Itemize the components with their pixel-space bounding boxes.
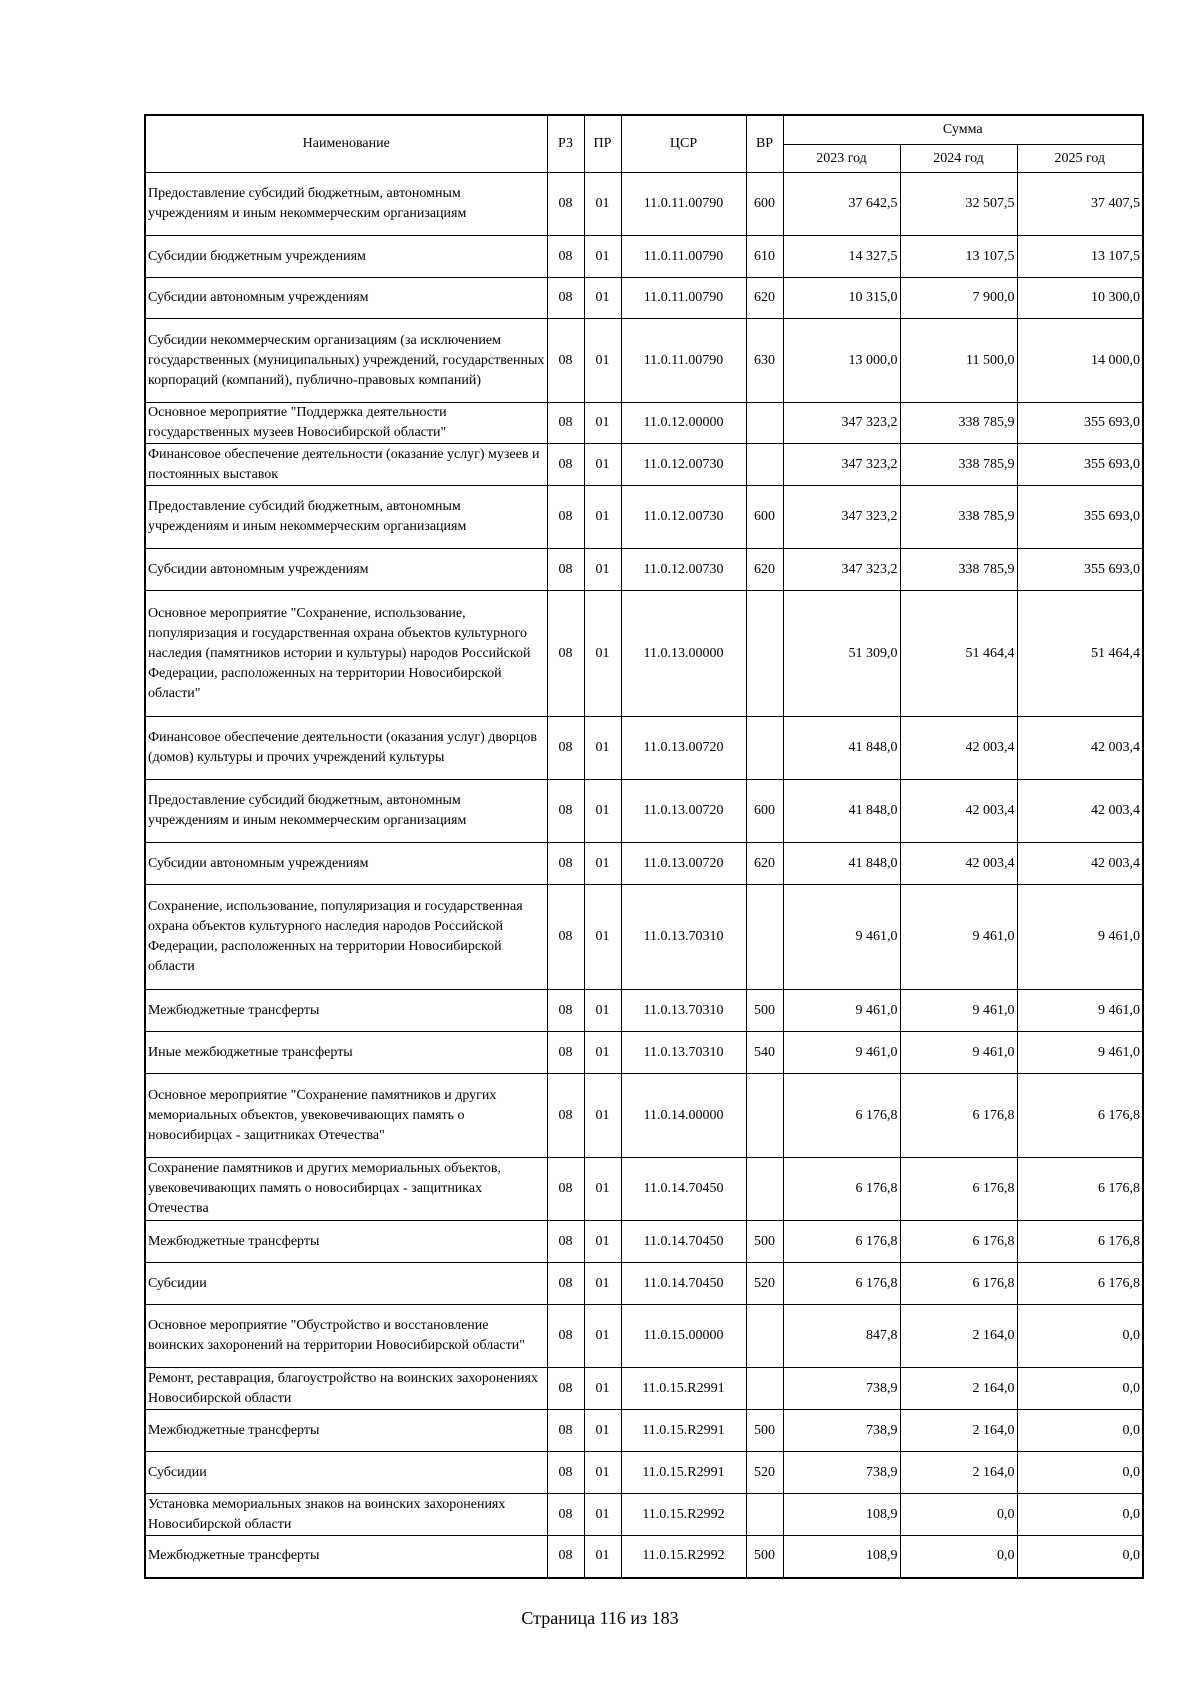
cell-pr: 01	[584, 990, 621, 1032]
cell-rz: 08	[547, 1221, 584, 1263]
cell-y2025: 355 693,0	[1017, 549, 1143, 591]
cell-y2024: 6 176,8	[900, 1221, 1017, 1263]
table-row	[145, 486, 1143, 549]
cell-csr: 11.0.12.00730	[621, 444, 746, 486]
cell-y2025: 9 461,0	[1017, 1032, 1143, 1074]
cell-name: Сохранение, использование, популяризация и государственная охрана объектов культурного наследия народов Российской Федерации, расположенных на территории Новосибирской области	[145, 885, 547, 990]
cell-rz: 08	[547, 1074, 584, 1158]
cell-name: Субсидии некоммерческим организациям (за исключением государственных (муниципальных) учреждений, государственных корпораций (компаний), публично-правовых компаний)	[145, 319, 547, 403]
cell-y2023: 14 327,5	[783, 236, 900, 278]
table-row	[145, 236, 1143, 278]
cell-vr	[746, 591, 783, 717]
cell-rz: 08	[547, 173, 584, 236]
cell-vr	[746, 1158, 783, 1221]
cell-y2025: 0,0	[1017, 1410, 1143, 1452]
cell-y2024: 0,0	[900, 1494, 1017, 1536]
cell-rz: 08	[547, 1305, 584, 1368]
cell-vr: 500	[746, 1221, 783, 1263]
cell-pr: 01	[584, 1452, 621, 1494]
cell-y2024: 9 461,0	[900, 1032, 1017, 1074]
cell-name: Финансовое обеспечение деятельности (оказание услуг) музеев и постоянных выставок	[145, 444, 547, 486]
header-csr: ЦСР	[621, 115, 746, 173]
table-row	[145, 591, 1143, 717]
cell-pr: 01	[584, 236, 621, 278]
cell-y2024: 9 461,0	[900, 885, 1017, 990]
cell-csr: 11.0.12.00730	[621, 486, 746, 549]
cell-vr: 610	[746, 236, 783, 278]
cell-csr: 11.0.12.00000	[621, 403, 746, 444]
cell-name: Предоставление субсидий бюджетным, автономным учреждениям и иным некоммерческим организациям	[145, 173, 547, 236]
cell-y2025: 9 461,0	[1017, 885, 1143, 990]
cell-name: Основное мероприятие "Сохранение, использование, популяризация и государственная охрана объектов культурного наследия (памятников истории и культуры) народов Российской Федерации, расположенных на территории Новосибирской области"	[145, 591, 547, 717]
table-row	[145, 1494, 1143, 1536]
cell-y2024: 51 464,4	[900, 591, 1017, 717]
cell-y2025: 13 107,5	[1017, 236, 1143, 278]
cell-name: Предоставление субсидий бюджетным, автономным учреждениям и иным некоммерческим организациям	[145, 486, 547, 549]
cell-y2025: 6 176,8	[1017, 1263, 1143, 1305]
table-row	[145, 1410, 1143, 1452]
table-row	[145, 1452, 1143, 1494]
cell-rz: 08	[547, 444, 584, 486]
cell-vr: 540	[746, 1032, 783, 1074]
cell-y2025: 0,0	[1017, 1494, 1143, 1536]
cell-pr: 01	[584, 1158, 621, 1221]
cell-y2024: 2 164,0	[900, 1368, 1017, 1410]
table-row	[145, 990, 1143, 1032]
cell-y2025: 6 176,8	[1017, 1221, 1143, 1263]
cell-csr: 11.0.13.00000	[621, 591, 746, 717]
cell-y2023: 41 848,0	[783, 780, 900, 843]
cell-vr	[746, 1305, 783, 1368]
table-row	[145, 1032, 1143, 1074]
cell-csr: 11.0.14.00000	[621, 1074, 746, 1158]
header-pr: ПР	[584, 115, 621, 173]
cell-y2023: 347 323,2	[783, 403, 900, 444]
cell-csr: 11.0.15.00000	[621, 1305, 746, 1368]
cell-y2023: 347 323,2	[783, 549, 900, 591]
table-row	[145, 843, 1143, 885]
cell-y2025: 0,0	[1017, 1305, 1143, 1368]
cell-pr: 01	[584, 319, 621, 403]
cell-y2023: 6 176,8	[783, 1263, 900, 1305]
cell-pr: 01	[584, 1410, 621, 1452]
cell-csr: 11.0.14.70450	[621, 1263, 746, 1305]
cell-pr: 01	[584, 1032, 621, 1074]
cell-y2023: 10 315,0	[783, 278, 900, 319]
cell-name: Ремонт, реставрация, благоустройство на воинских захоронениях Новосибирской области	[145, 1368, 547, 1410]
cell-pr: 01	[584, 885, 621, 990]
cell-rz: 08	[547, 549, 584, 591]
cell-pr: 01	[584, 717, 621, 780]
cell-pr: 01	[584, 549, 621, 591]
cell-csr: 11.0.13.00720	[621, 717, 746, 780]
cell-y2023: 41 848,0	[783, 717, 900, 780]
cell-y2025: 37 407,5	[1017, 173, 1143, 236]
cell-pr: 01	[584, 486, 621, 549]
cell-csr: 11.0.13.00720	[621, 780, 746, 843]
cell-rz: 08	[547, 1368, 584, 1410]
table-row	[145, 780, 1143, 843]
cell-y2024: 2 164,0	[900, 1452, 1017, 1494]
cell-vr: 620	[746, 278, 783, 319]
cell-name: Сохранение памятников и других мемориальных объектов, увековечивающих память о новосибирцах - защитниках Отечества	[145, 1158, 547, 1221]
table-row	[145, 1368, 1143, 1410]
cell-y2023: 6 176,8	[783, 1158, 900, 1221]
cell-y2024: 0,0	[900, 1536, 1017, 1578]
cell-y2023: 847,8	[783, 1305, 900, 1368]
cell-csr: 11.0.12.00730	[621, 549, 746, 591]
cell-vr: 520	[746, 1452, 783, 1494]
cell-y2024: 338 785,9	[900, 444, 1017, 486]
cell-rz: 08	[547, 403, 584, 444]
cell-y2023: 347 323,2	[783, 486, 900, 549]
table-body	[145, 173, 1143, 1578]
table-row	[145, 885, 1143, 990]
cell-vr	[746, 885, 783, 990]
cell-y2023: 6 176,8	[783, 1074, 900, 1158]
cell-y2023: 738,9	[783, 1410, 900, 1452]
cell-vr: 500	[746, 990, 783, 1032]
cell-rz: 08	[547, 1536, 584, 1578]
cell-name: Предоставление субсидий бюджетным, автономным учреждениям и иным некоммерческим организациям	[145, 780, 547, 843]
table-row	[145, 549, 1143, 591]
cell-pr: 01	[584, 1074, 621, 1158]
cell-pr: 01	[584, 1536, 621, 1578]
cell-name: Основное мероприятие "Обустройство и восстановление воинских захоронений на территории Новосибирской области"	[145, 1305, 547, 1368]
cell-y2024: 2 164,0	[900, 1305, 1017, 1368]
cell-vr: 600	[746, 486, 783, 549]
cell-y2025: 355 693,0	[1017, 403, 1143, 444]
cell-rz: 08	[547, 278, 584, 319]
header-2024: 2024 год	[900, 145, 1017, 173]
cell-name: Иные межбюджетные трансферты	[145, 1032, 547, 1074]
cell-rz: 08	[547, 1263, 584, 1305]
cell-rz: 08	[547, 1032, 584, 1074]
cell-name: Субсидии	[145, 1263, 547, 1305]
header-sum: Сумма	[783, 115, 1143, 145]
cell-y2024: 6 176,8	[900, 1158, 1017, 1221]
cell-name: Финансовое обеспечение деятельности (оказания услуг) дворцов (домов) культуры и прочих учреждений культуры	[145, 717, 547, 780]
cell-y2025: 9 461,0	[1017, 990, 1143, 1032]
cell-y2024: 7 900,0	[900, 278, 1017, 319]
table-row	[145, 1158, 1143, 1221]
cell-y2023: 6 176,8	[783, 1221, 900, 1263]
table-row	[145, 717, 1143, 780]
cell-name: Межбюджетные трансферты	[145, 990, 547, 1032]
cell-y2024: 338 785,9	[900, 486, 1017, 549]
cell-y2025: 6 176,8	[1017, 1074, 1143, 1158]
cell-y2025: 0,0	[1017, 1536, 1143, 1578]
cell-y2025: 51 464,4	[1017, 591, 1143, 717]
cell-name: Межбюджетные трансферты	[145, 1536, 547, 1578]
header-name: Наименование	[145, 115, 547, 173]
cell-y2024: 338 785,9	[900, 403, 1017, 444]
cell-pr: 01	[584, 278, 621, 319]
cell-csr: 11.0.13.70310	[621, 990, 746, 1032]
table-row	[145, 403, 1143, 444]
page-number: Страница 116 из 183	[521, 1608, 679, 1628]
cell-y2025: 42 003,4	[1017, 780, 1143, 843]
cell-y2024: 9 461,0	[900, 990, 1017, 1032]
cell-pr: 01	[584, 173, 621, 236]
cell-y2025: 6 176,8	[1017, 1158, 1143, 1221]
cell-csr: 11.0.13.70310	[621, 1032, 746, 1074]
cell-vr	[746, 1368, 783, 1410]
cell-vr	[746, 717, 783, 780]
cell-pr: 01	[584, 1305, 621, 1368]
table-row	[145, 1263, 1143, 1305]
cell-y2024: 2 164,0	[900, 1410, 1017, 1452]
cell-y2025: 0,0	[1017, 1368, 1143, 1410]
header-vr: ВР	[746, 115, 783, 173]
cell-csr: 11.0.15.R2992	[621, 1536, 746, 1578]
cell-y2023: 9 461,0	[783, 990, 900, 1032]
cell-rz: 08	[547, 717, 584, 780]
table-row	[145, 444, 1143, 486]
budget-table	[144, 114, 1144, 1579]
cell-rz: 08	[547, 236, 584, 278]
cell-pr: 01	[584, 403, 621, 444]
cell-y2023: 108,9	[783, 1494, 900, 1536]
cell-pr: 01	[584, 780, 621, 843]
cell-y2024: 42 003,4	[900, 717, 1017, 780]
cell-y2023: 738,9	[783, 1452, 900, 1494]
cell-pr: 01	[584, 1368, 621, 1410]
table-header	[145, 115, 1143, 173]
cell-name: Основное мероприятие "Поддержка деятельности государственных музеев Новосибирской области"	[145, 403, 547, 444]
cell-rz: 08	[547, 990, 584, 1032]
cell-csr: 11.0.11.00790	[621, 236, 746, 278]
cell-y2024: 6 176,8	[900, 1263, 1017, 1305]
cell-y2023: 347 323,2	[783, 444, 900, 486]
cell-csr: 11.0.14.70450	[621, 1221, 746, 1263]
table-row	[145, 319, 1143, 403]
cell-vr	[746, 1074, 783, 1158]
cell-csr: 11.0.11.00790	[621, 173, 746, 236]
cell-pr: 01	[584, 444, 621, 486]
cell-y2023: 13 000,0	[783, 319, 900, 403]
cell-rz: 08	[547, 486, 584, 549]
cell-vr: 620	[746, 549, 783, 591]
cell-y2024: 42 003,4	[900, 843, 1017, 885]
cell-y2024: 338 785,9	[900, 549, 1017, 591]
table-row	[145, 1536, 1143, 1578]
cell-y2024: 11 500,0	[900, 319, 1017, 403]
cell-csr: 11.0.15.R2991	[621, 1368, 746, 1410]
cell-y2024: 13 107,5	[900, 236, 1017, 278]
cell-csr: 11.0.13.70310	[621, 885, 746, 990]
cell-csr: 11.0.15.R2991	[621, 1452, 746, 1494]
cell-vr: 620	[746, 843, 783, 885]
cell-y2024: 6 176,8	[900, 1074, 1017, 1158]
cell-vr: 630	[746, 319, 783, 403]
header-2025: 2025 год	[1017, 145, 1143, 173]
cell-y2023: 9 461,0	[783, 1032, 900, 1074]
cell-vr: 500	[746, 1536, 783, 1578]
cell-y2025: 42 003,4	[1017, 843, 1143, 885]
cell-csr: 11.0.15.R2991	[621, 1410, 746, 1452]
table-row	[145, 1305, 1143, 1368]
cell-rz: 08	[547, 1452, 584, 1494]
cell-pr: 01	[584, 1263, 621, 1305]
cell-vr	[746, 1494, 783, 1536]
cell-y2024: 32 507,5	[900, 173, 1017, 236]
cell-csr: 11.0.11.00790	[621, 319, 746, 403]
cell-vr: 600	[746, 780, 783, 843]
cell-csr: 11.0.11.00790	[621, 278, 746, 319]
table-row	[145, 1074, 1143, 1158]
cell-name: Межбюджетные трансферты	[145, 1410, 547, 1452]
cell-rz: 08	[547, 1410, 584, 1452]
header-2023: 2023 год	[783, 145, 900, 173]
cell-name: Субсидии автономным учреждениям	[145, 278, 547, 319]
cell-name: Субсидии	[145, 1452, 547, 1494]
cell-rz: 08	[547, 843, 584, 885]
cell-pr: 01	[584, 1221, 621, 1263]
cell-y2023: 9 461,0	[783, 885, 900, 990]
cell-rz: 08	[547, 591, 584, 717]
cell-pr: 01	[584, 843, 621, 885]
header-rz: РЗ	[547, 115, 584, 173]
cell-y2024: 42 003,4	[900, 780, 1017, 843]
cell-csr: 11.0.13.00720	[621, 843, 746, 885]
cell-y2025: 14 000,0	[1017, 319, 1143, 403]
table-row	[145, 1221, 1143, 1263]
cell-y2025: 10 300,0	[1017, 278, 1143, 319]
cell-vr: 500	[746, 1410, 783, 1452]
cell-csr: 11.0.15.R2992	[621, 1494, 746, 1536]
cell-y2023: 37 642,5	[783, 173, 900, 236]
cell-pr: 01	[584, 1494, 621, 1536]
cell-csr: 11.0.14.70450	[621, 1158, 746, 1221]
cell-name: Субсидии бюджетным учреждениям	[145, 236, 547, 278]
cell-name: Межбюджетные трансферты	[145, 1221, 547, 1263]
cell-vr: 520	[746, 1263, 783, 1305]
cell-vr	[746, 444, 783, 486]
cell-y2023: 108,9	[783, 1536, 900, 1578]
cell-y2025: 42 003,4	[1017, 717, 1143, 780]
cell-rz: 08	[547, 1158, 584, 1221]
cell-y2025: 355 693,0	[1017, 486, 1143, 549]
cell-vr	[746, 403, 783, 444]
table-row	[145, 173, 1143, 236]
cell-y2025: 355 693,0	[1017, 444, 1143, 486]
cell-pr: 01	[584, 591, 621, 717]
cell-rz: 08	[547, 780, 584, 843]
cell-name: Субсидии автономным учреждениям	[145, 843, 547, 885]
cell-name: Основное мероприятие "Сохранение памятников и других мемориальных объектов, увековечивающих память о новосибирцах - защитниках Отечества"	[145, 1074, 547, 1158]
cell-vr: 600	[746, 173, 783, 236]
cell-y2025: 0,0	[1017, 1452, 1143, 1494]
cell-y2023: 51 309,0	[783, 591, 900, 717]
cell-y2023: 41 848,0	[783, 843, 900, 885]
cell-rz: 08	[547, 319, 584, 403]
cell-y2023: 738,9	[783, 1368, 900, 1410]
cell-name: Субсидии автономным учреждениям	[145, 549, 547, 591]
cell-name: Установка мемориальных знаков на воинских захоронениях Новосибирской области	[145, 1494, 547, 1536]
cell-rz: 08	[547, 885, 584, 990]
table-row	[145, 278, 1143, 319]
cell-rz: 08	[547, 1494, 584, 1536]
